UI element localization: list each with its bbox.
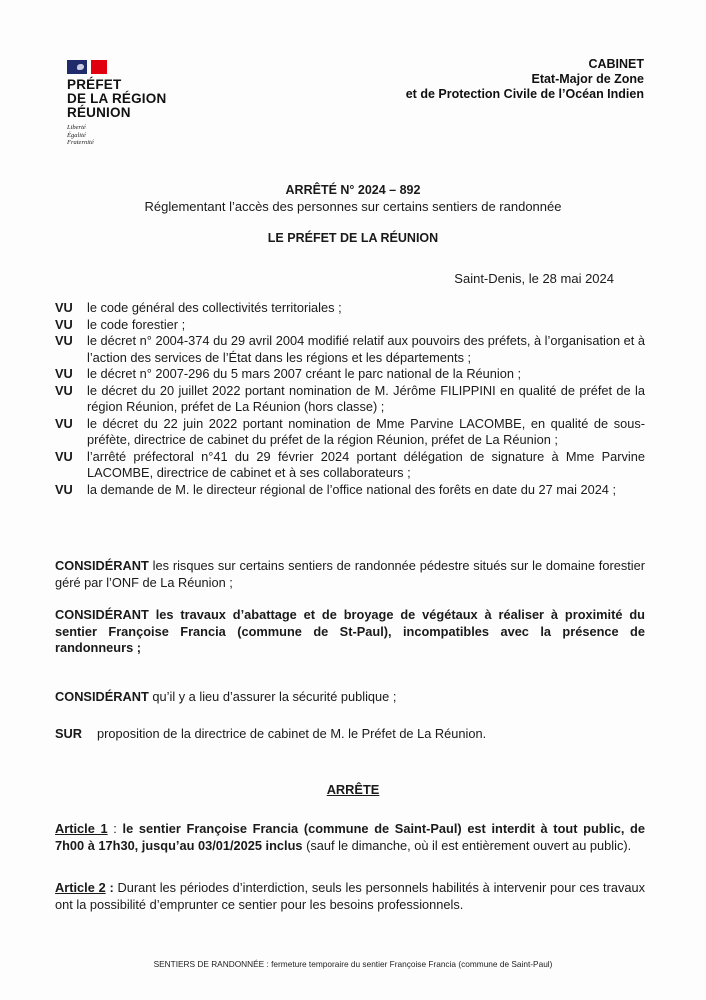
vu-item: VU le décret n° 2007-296 du 5 mars 2007 créant le parc national de la Réunion ; (55, 366, 522, 381)
page-footer: SENTIERS DE RANDONNÉE : fermeture temporaire du sentier Françoise Francia (commune de Saint-Paul) (153, 959, 553, 969)
vu-item: VU le décret du 22 juin 2022 portant nomination de Mme Parvine LACOMBE, en qualité de sous-préfète, directrice de cabinet du préfet de la région Réunion, préfet de La Réunion ; (55, 415, 645, 447)
sur-paragraph: SUR proposition de la directrice de cabinet de M. le Préfet de La Réunion. (55, 726, 487, 741)
motto-line: Égalité (67, 131, 86, 139)
logo-title-line: RÉUNION (67, 105, 131, 120)
prefecture-logo (67, 60, 166, 147)
arrete-heading: ARRÊTE (326, 782, 380, 797)
office-line: CABINET (588, 57, 644, 71)
considerant-paragraph: CONSIDÉRANT qu’il y a lieu d’assurer la sécurité publique ; (55, 689, 397, 704)
marianne-flag-icon (67, 60, 107, 74)
motto-line: Liberté (67, 124, 86, 131)
office-line: et de Protection Civile de l’Océan Indien (405, 87, 644, 101)
vu-item: VU le code forestier ; (55, 316, 186, 332)
vu-item: VU le décret du 20 juillet 2022 portant nomination de M. Jérôme FILIPPINI en qualité de préfet de la région Réunion, préfet de La Réunion (hors classe) ; (55, 382, 645, 414)
vu-item: VU le décret n° 2004-374 du 29 avril 2004 modifié relatif aux pouvoirs des préfets, à l’organisation et à l’action des services de l’État dans les régions et les départements ; (55, 333, 645, 365)
vu-item: VU l’arrêté préfectoral n°41 du 29 février 2024 portant délégation de signature à Mme Parvine LACOMBE, directrice de cabinet et à ses collaborateurs ; (55, 448, 645, 480)
vu-item: VU la demande de M. le directeur régional de l’office national des forêts en date du 27 mai 2024 ; (55, 481, 617, 497)
office-header (406, 57, 644, 102)
republic-motto (67, 124, 166, 147)
article-2: Article 2 : Durant les périodes d’interdiction, seuls les personnels habilités à intervenir pour ces travaux ont la possibilité d’emprunter ce sentier pour les besoins professionnels. (55, 880, 645, 912)
logo-title (67, 78, 166, 120)
vu-list (55, 300, 645, 498)
logo-title-line: PRÉFET (67, 77, 122, 92)
motto-line: Fraternité (67, 139, 94, 146)
office-line: Etat-Major de Zone (531, 72, 644, 86)
logo-title-line: DE LA RÉGION (67, 91, 167, 106)
decree-subtitle: Réglementant l’accès des personnes sur certains sentiers de randonnée (144, 199, 562, 214)
authority-heading: LE PRÉFET DE LA RÉUNION (267, 231, 439, 245)
place-date: Saint-Denis, le 28 mai 2024 (454, 271, 614, 286)
considerant-paragraph: CONSIDÉRANT les risques sur certains sentiers de randonnée pédestre situés sur le domaine forestier géré par l’ONF de La Réunion ; (55, 558, 645, 590)
decree-number: ARRÊTÉ N° 2024 – 892 (285, 183, 421, 197)
considerant-paragraph: CONSIDÉRANT les travaux d’abattage et de broyage de végétaux à réaliser à proximité du sentier Françoise Francia (commune de St-Paul), incompatibles avec la présence de randonneurs ; (55, 607, 645, 655)
article-1: Article 1 : le sentier Françoise Francia (commune de Saint-Paul) est interdit à tout public, de 7h00 à 17h30, jusqu’au 03/01/2025 inclus (sauf le dimanche, où il est entièrement ouvert au public). (55, 821, 645, 853)
vu-item: VU le code général des collectivités territoriales ; (55, 300, 342, 315)
